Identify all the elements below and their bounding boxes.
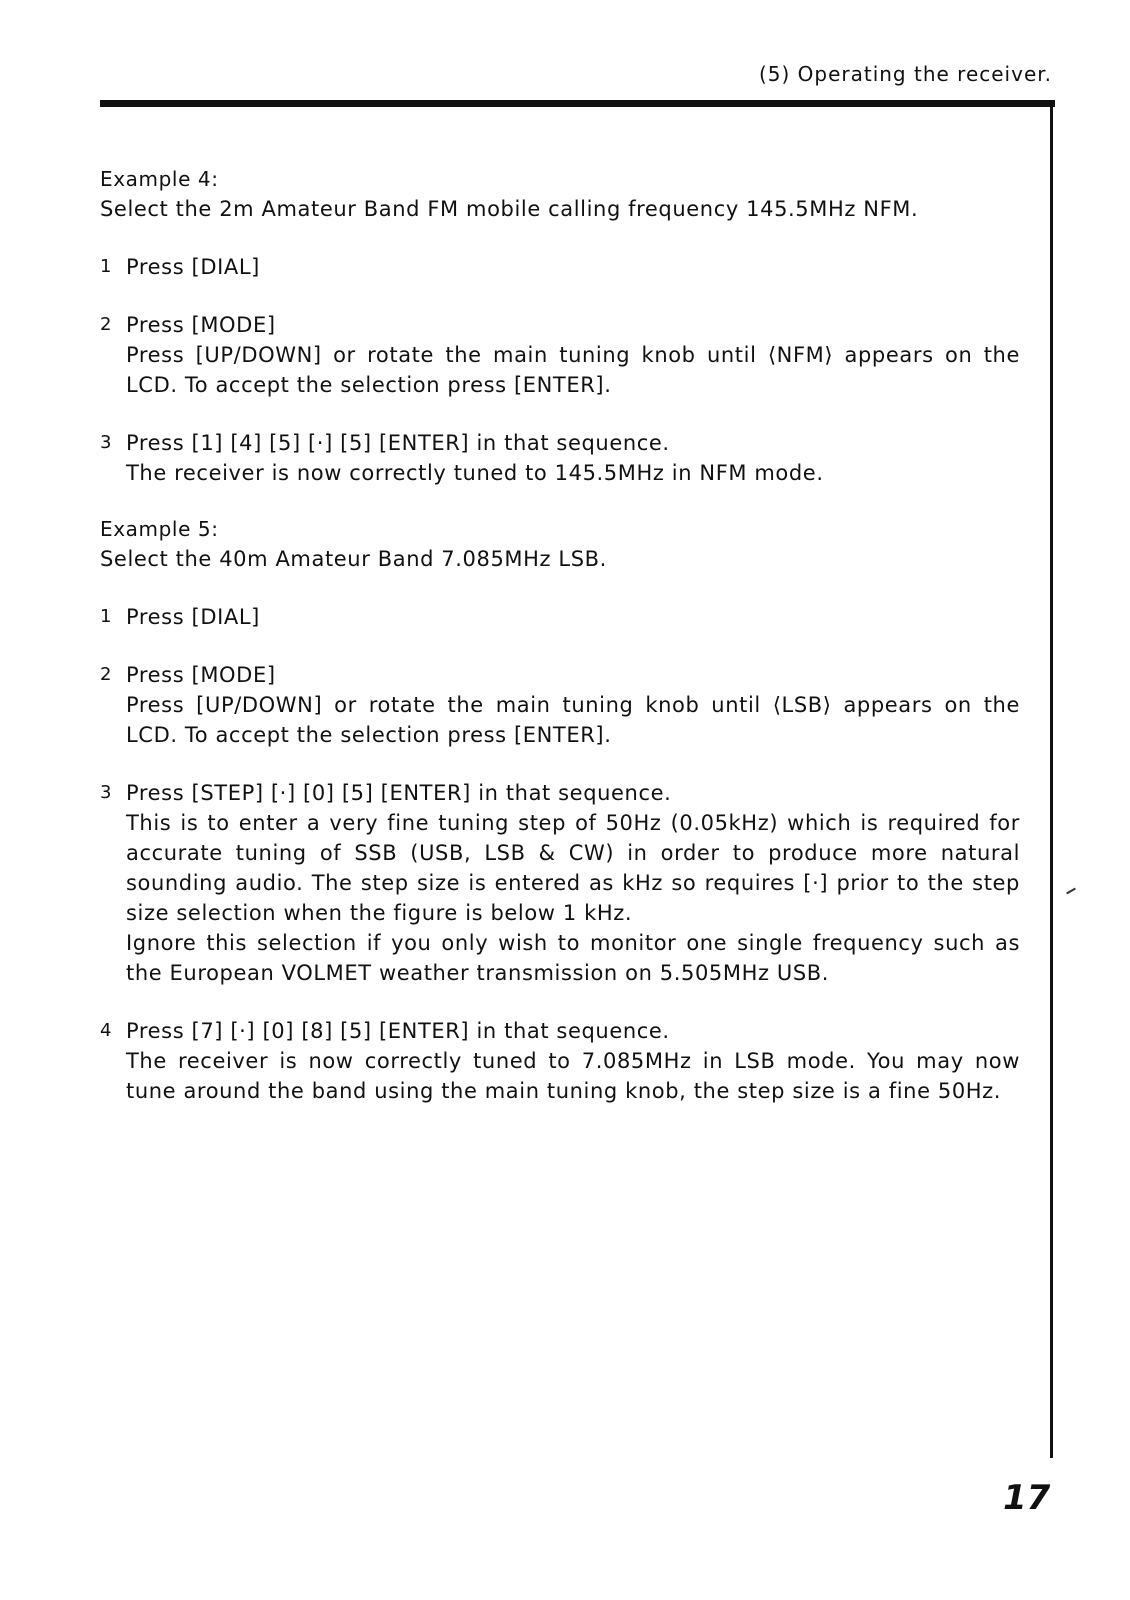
step-text: Press [1] [4] [5] [·] [5] [ENTER] in that sequence.	[126, 431, 670, 455]
step-number: 1	[100, 606, 113, 627]
step-text: Press [MODE]	[126, 313, 276, 337]
step-text: Press [7] [·] [0] [8] [5] [ENTER] in that sequence.	[126, 1019, 670, 1043]
step-text: This is to enter a very fine tuning step of 50Hz (0.05kHz) which is required for accurate tuning of SSB (USB, LSB & CW) in order to produce more natural sounding audio. The step size is entered as kHz so requires [·] prior to the step size selection when the figure is below 1 kHz.	[126, 811, 1020, 925]
step-text: Press [MODE]	[126, 663, 276, 687]
step-text: The receiver is now correctly tuned to 145.5MHz in NFM mode.	[126, 461, 824, 485]
step-number: 3	[100, 432, 113, 453]
step-text: Press [DIAL]	[126, 605, 260, 629]
right-rule	[1050, 100, 1053, 1458]
step-number: 3	[100, 782, 113, 803]
step-number: 2	[100, 664, 113, 685]
step-number: 4	[100, 1020, 113, 1041]
example-4-step-1	[100, 252, 1020, 282]
example-4-heading: Example 4:	[100, 167, 219, 191]
step-text: The receiver is now correctly tuned to 7.085MHz in LSB mode. You may now tune around the band using the main tuning knob, the step size is a fine 50Hz.	[126, 1049, 1020, 1103]
running-header: (5) Operating the receiver.	[758, 62, 1052, 86]
example-5-step-3	[100, 778, 1020, 988]
margin-tick-mark	[1066, 888, 1076, 895]
step-number: 2	[100, 314, 113, 335]
step-text: Press [UP/DOWN] or rotate the main tuning knob until ⟨NFM⟩ appears on the LCD. To accept the selection press [ENTER].	[126, 343, 1020, 397]
step-text: Press [DIAL]	[126, 255, 260, 279]
page-content	[100, 164, 1020, 1106]
example-5-step-4	[100, 1016, 1020, 1106]
step-text: Press [STEP] [·] [0] [5] [ENTER] in that sequence.	[126, 781, 672, 805]
page-number: 17	[1003, 1478, 1051, 1518]
example-5-heading: Example 5:	[100, 517, 219, 541]
step-number: 1	[100, 256, 113, 277]
example-5-step-1	[100, 602, 1020, 632]
example-5-description: Select the 40m Amateur Band 7.085MHz LSB.	[100, 547, 607, 571]
example-5-step-2	[100, 660, 1020, 750]
step-text: Press [UP/DOWN] or rotate the main tuning knob until ⟨LSB⟩ appears on the LCD. To accept the selection press [ENTER].	[126, 693, 1020, 747]
example-4-description: Select the 2m Amateur Band FM mobile calling frequency 145.5MHz NFM.	[100, 197, 919, 221]
step-text: Ignore this selection if you only wish to monitor one single frequency such as the European VOLMET weather transmission on 5.505MHz USB.	[126, 931, 1020, 985]
example-4-step-2	[100, 310, 1020, 400]
top-rule	[100, 100, 1055, 107]
example-4-step-3	[100, 428, 1020, 488]
